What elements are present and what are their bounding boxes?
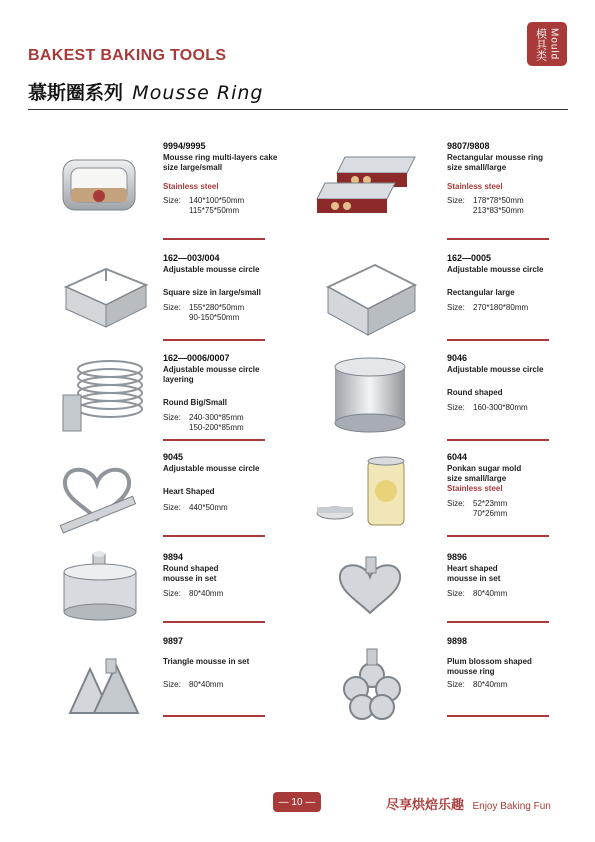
page-number: — 10 — [273,792,321,812]
product-divider [163,238,265,240]
size-label: Size: [163,196,181,205]
product-name-line: Adjustable mousse circle [163,464,260,473]
product-image-square-adjustable [58,255,153,335]
product-code: 9045 [163,452,184,462]
product-image-layering-circle [55,355,155,440]
product-name-line: size large/small [163,163,223,172]
size-value: 440*50mm [189,503,228,512]
product-code: 9807/9808 [447,141,490,151]
product-name-line: size small/large [447,163,507,172]
product-code: 9994/9995 [163,141,206,151]
product-size [447,589,567,599]
product-6044 [447,452,567,519]
size-value: 70*26mm [473,509,508,518]
product-divider [163,621,265,623]
size-value: 80*40mm [473,680,508,689]
product-divider [163,439,265,441]
page-title [28,78,263,105]
product-code: 9896 [447,552,468,562]
product-variant: Heart Shaped [163,487,215,496]
product-name-line: mousse ring [447,667,495,676]
size-value: 155*280*50mm [189,303,245,312]
product-162-0006-0007 [163,353,283,433]
product-divider [163,715,265,717]
size-value: 80*40mm [473,589,508,598]
size-value: 178*78*50mm [473,196,524,205]
size-label: Size: [447,403,465,412]
product-code: 162—0005 [447,253,492,263]
size-label: Size: [163,413,181,422]
product-divider [447,238,549,240]
product-name-line: Ponkan sugar mold [447,464,522,473]
page-title-cn: 慕斯圈系列 [28,83,124,104]
size-label: Size: [163,303,181,312]
product-variant: Round shaped [447,388,503,397]
product-9045 [163,452,283,513]
size-label: Size: [447,680,465,689]
footer-slogan-cn: 尽享烘焙乐趣 [386,797,465,812]
product-name-line: mousse in set [163,574,217,583]
product-material: Stainless steel [447,484,503,493]
product-name-line: Plum blossom shaped [447,657,532,666]
product-size [163,303,283,323]
product-image-triangle-set [60,655,140,720]
size-label: Size: [163,680,181,689]
size-value: 270*180*80mm [473,303,529,312]
product-name-line: Heart shaped [447,564,498,573]
product-size [447,303,567,313]
product-name-line: Round shaped [163,564,219,573]
product-9897 [163,636,283,690]
product-image-heart-adjustable [55,455,140,535]
size-value: 80*40mm [189,680,224,689]
footer-slogan-en: Enjoy Baking Fun [472,801,551,812]
product-size [163,413,283,433]
size-label: Size: [447,303,465,312]
product-size [163,680,283,690]
size-value: 80*40mm [189,589,224,598]
product-name-line: Mousse ring multi-layers cake [163,153,278,162]
product-9896 [447,552,567,599]
product-9046 [447,353,567,413]
product-code: 9894 [163,552,184,562]
size-label: Size: [163,503,181,512]
category-tag [527,22,567,66]
brand-name: BAKEST BAKING TOOLS [28,47,227,64]
product-code: 9898 [447,636,468,646]
product-material: Stainless steel [163,182,219,191]
product-162-0005 [447,253,567,313]
size-label: Size: [447,499,465,508]
product-code: 9897 [163,636,184,646]
product-image-plum-blossom-set [330,645,415,725]
product-divider [447,535,549,537]
size-value: 90-150*50mm [189,313,240,322]
size-value: 150-200*85mm [189,423,244,432]
product-size [447,680,567,690]
size-value: 115*75*50mm [189,206,240,215]
size-value: 52*23mm [473,499,508,508]
product-9807-9808 [447,141,567,216]
product-image-round-adjustable [325,355,415,440]
product-size [447,196,567,216]
size-label: Size: [447,589,465,598]
product-divider [447,439,549,441]
category-tag-en: Mould [548,27,560,61]
product-image-rectangular-ring [315,155,425,217]
product-divider [163,535,265,537]
product-size [163,503,283,513]
product-image-multi-layer-ring [55,150,145,220]
product-image-rectangular-adjustable [320,257,420,342]
product-code: 6044 [447,452,468,462]
product-162-003-004 [163,253,283,323]
product-image-heart-set [328,553,413,623]
product-code: 162—003/004 [163,253,220,263]
product-name-line: size small/large [447,474,507,483]
product-material: Stainless steel [447,182,503,191]
product-divider [163,339,265,341]
product-size [447,403,567,413]
product-9994-9995 [163,141,283,216]
product-size [163,196,283,216]
product-code: 9046 [447,353,468,363]
title-divider [28,109,568,110]
page-title-en: Mousse Ring [132,82,264,104]
size-value: 160-300*80mm [473,403,528,412]
product-variant: Square size in large/small [163,288,261,297]
size-value: 213*83*50mm [473,206,524,215]
category-tag-cn: 模具类 [534,27,547,61]
size-value: 140*100*50mm [189,196,245,205]
product-name-line: mousse in set [447,574,501,583]
product-9894 [163,552,283,599]
product-name-line: Adjustable mousse circle [163,265,260,274]
product-divider [447,621,549,623]
size-label: Size: [163,589,181,598]
product-size [447,499,567,519]
product-image-round-set [58,548,148,623]
product-name-line: Adjustable mousse circle layering [163,365,260,384]
product-name-line: Triangle mousse in set [163,657,250,666]
size-value: 240-300*85mm [189,413,244,422]
product-name-line: Adjustable mousse circle [447,365,544,374]
product-9898 [447,636,567,690]
product-code: 162—0006/0007 [163,353,230,363]
product-name-line: Rectangular mousse ring [447,153,544,162]
product-variant: Round Big/Small [163,398,227,407]
product-divider [447,339,549,341]
product-name-line: Adjustable mousse circle [447,265,544,274]
footer-slogan [386,794,551,814]
size-label: Size: [447,196,465,205]
product-image-ponkan-mold [313,455,413,530]
product-divider [447,715,549,717]
product-size [163,589,283,599]
product-variant: Rectangular large [447,288,515,297]
